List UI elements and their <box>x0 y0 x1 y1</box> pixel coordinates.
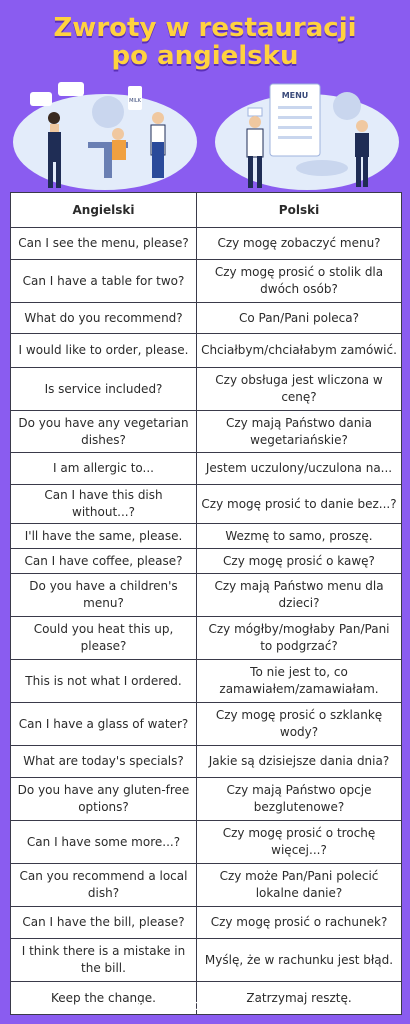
plate-icon <box>333 92 361 120</box>
table-row <box>11 864 402 907</box>
english-cell: Can I have a table for two? <box>11 260 197 303</box>
polish-cell: Myślę, że w rachunku jest błąd. <box>197 939 402 982</box>
chef-menu-illustration <box>212 72 402 194</box>
english-cell: Can I have coffee, please? <box>11 549 197 574</box>
english-cell: Can I have this dish without...? <box>11 485 197 524</box>
polish-cell: Czy mogę prosić o trochę więcej...? <box>197 821 402 864</box>
english-cell: Can I have the bill, please? <box>11 907 197 939</box>
table-row <box>11 303 402 334</box>
table-header-row <box>11 193 402 228</box>
english-cell: What are today's specials? <box>11 746 197 778</box>
polish-cell: Jestem uczulony/uczulona na... <box>197 453 402 485</box>
table-row <box>11 334 402 368</box>
table-row <box>11 703 402 746</box>
english-cell: Can I have a glass of water? <box>11 703 197 746</box>
english-cell: Is service included? <box>11 368 197 411</box>
speech-bubble-icon <box>58 82 84 96</box>
website-url: www.helloangielski.pl <box>129 998 281 1014</box>
table-row <box>11 260 402 303</box>
table-row <box>11 524 402 549</box>
polish-cell: Czy może Pan/Pani polecić lokalne danie? <box>197 864 402 907</box>
table-row <box>11 907 402 939</box>
english-cell: Do you have any gluten-free options? <box>11 778 197 821</box>
english-cell: Could you heat this up, please? <box>11 617 197 660</box>
table-row <box>11 453 402 485</box>
polish-cell: Czy mają Państwo dania wegetariańskie? <box>197 411 402 453</box>
polish-cell: Wezmę to samo, proszę. <box>197 524 402 549</box>
polish-cell: Czy mogę prosić o kawę? <box>197 549 402 574</box>
table-row <box>11 939 402 982</box>
table-row <box>11 821 402 864</box>
table-row <box>11 746 402 778</box>
table-row <box>11 411 402 453</box>
english-cell: Can I see the menu, please? <box>11 228 197 260</box>
table-row <box>11 574 402 617</box>
english-cell: Do you have any vegetarian dishes? <box>11 411 197 453</box>
english-cell: I am allergic to... <box>11 453 197 485</box>
polish-cell: Czy mogę prosić o rachunek? <box>197 907 402 939</box>
table-row <box>11 549 402 574</box>
title-line-1: Zwroty w restauracji <box>53 13 357 43</box>
svg-text:MILK: MILK <box>129 98 141 104</box>
polish-cell: Czy obsługa jest wliczona w cenę? <box>197 368 402 411</box>
english-cell: What do you recommend? <box>11 303 197 334</box>
polish-cell: Zatrzymaj resztę. <box>197 982 402 1015</box>
speech-bubble-icon <box>30 92 52 106</box>
english-cell: Can you recommend a local dish? <box>11 864 197 907</box>
table-row <box>11 485 402 524</box>
english-cell: I would like to order, please. <box>11 334 197 368</box>
table-row <box>11 660 402 703</box>
english-cell: Can I have some more...? <box>11 821 197 864</box>
phrases-table <box>10 192 402 1015</box>
polish-cell: Co Pan/Pani poleca? <box>197 303 402 334</box>
polish-cell: Czy mogę prosić o szklankę wody? <box>197 703 402 746</box>
polish-cell: To nie jest to, co zamawiałem/zamawiałam. <box>197 660 402 703</box>
polish-cell: Czy mają Państwo menu dla dzieci? <box>197 574 402 617</box>
page-title <box>0 14 410 70</box>
english-cell: Do you have a children's menu? <box>11 574 197 617</box>
svg-text:MENU: MENU <box>281 91 309 100</box>
table-row <box>11 617 402 660</box>
polish-cell: Chciałbym/chciałabym zamówić. <box>197 334 402 368</box>
polish-cell: Czy mogę prosić to danie bez...? <box>197 485 402 524</box>
polish-cell: Czy mógłby/mogłaby Pan/Pani to podgrzać? <box>197 617 402 660</box>
polish-cell: Czy mogę zobaczyć menu? <box>197 228 402 260</box>
title-line-2: po angielsku <box>111 41 299 71</box>
table-row <box>11 368 402 411</box>
table-row <box>11 228 402 260</box>
header-polish: Polski <box>197 193 402 228</box>
english-cell: This is not what I ordered. <box>11 660 197 703</box>
english-cell: I think there is a mistake in the bill. <box>11 939 197 982</box>
dish-icon <box>296 160 348 176</box>
polish-cell: Jakie są dzisiejsze dania dnia? <box>197 746 402 778</box>
polish-cell: Czy mogę prosić o stolik dla dwóch osób? <box>197 260 402 303</box>
english-cell: I'll have the same, please. <box>11 524 197 549</box>
english-cell: Keep the change. <box>11 982 197 1015</box>
header-english: Angielski <box>11 193 197 228</box>
polish-cell: Czy mają Państwo opcje bezglutenowe? <box>197 778 402 821</box>
restaurant-waiter-illustration <box>10 72 200 194</box>
table-row <box>11 778 402 821</box>
